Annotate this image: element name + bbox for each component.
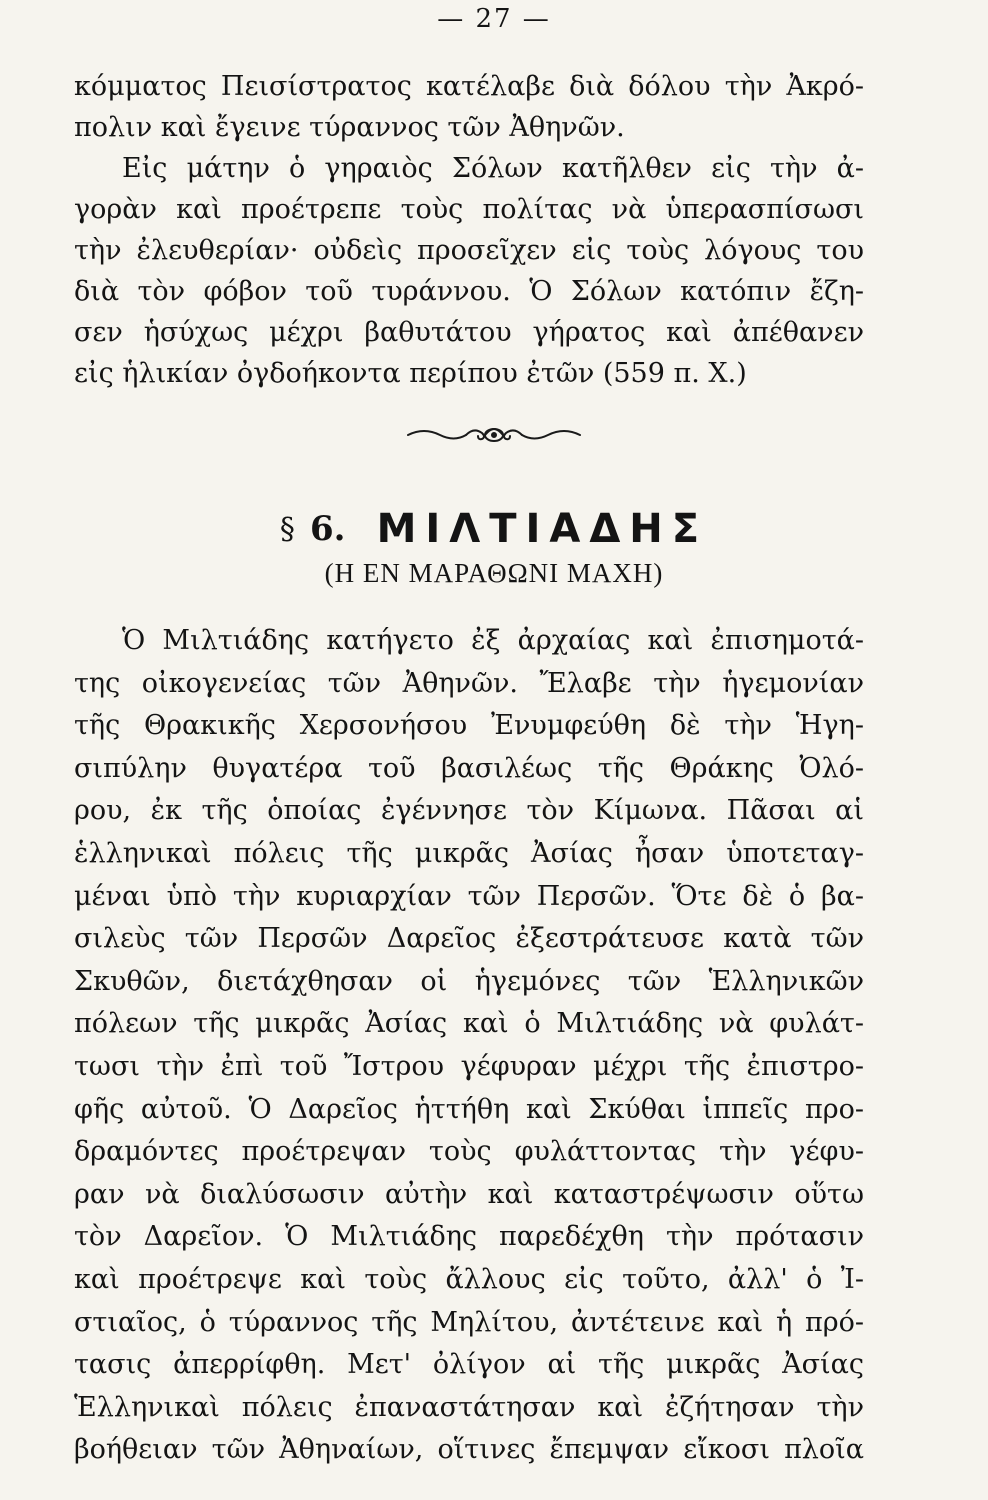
- text-line: Σκυθῶν, διετάχθησαν οἱ ἡγεμόνες τῶν Ἑλληνικῶν: [74, 965, 864, 997]
- section-heading: [0, 506, 988, 552]
- text-line: της οἰκογενείας τῶν Ἀθηνῶν. Ἔλαβε τὴν ἡγεμονίαν: [74, 667, 864, 699]
- text-line: βοήθειαν τῶν Ἀθηναίων, οἵτινες ἔπεμψαν εἴκοσι πλοῖα: [74, 1434, 864, 1466]
- text-line: γορὰν καὶ προέτρεπε τοὺς πολίτας νὰ ὑπερασπίσωσι: [74, 194, 864, 225]
- text-line: ραν νὰ διαλύσωσιν αὐτὴν καὶ καταστρέψωσιν οὕτω: [74, 1178, 864, 1210]
- text-line: σιλεὺς τῶν Περσῶν Δαρεῖος ἐξεστράτευσε κατὰ τῶν: [74, 923, 864, 955]
- paragraph-miltiades: [74, 620, 864, 1472]
- text-line: καὶ προέτρεψε καὶ τοὺς ἄλλους εἰς τοῦτο, ἀλλ' ὁ Ἰ-: [74, 1263, 864, 1295]
- text-line: τὸν Δαρεῖον. Ὁ Μιλτιάδης παρεδέχθη τὴν πρότασιν: [74, 1221, 864, 1253]
- text-line: δραμόντες προέτρεψαν τοὺς φυλάττοντας τὴν γέφυ-: [74, 1136, 864, 1168]
- section-subtitle: (Η ΕΝ ΜΑΡΑΘΩΝΙ ΜΑΧΗ): [324, 558, 664, 588]
- ornament-divider: [0, 424, 988, 450]
- text-line: στιαῖος, ὁ τύραννος τῆς Μηλίτου, ἀντέτεινε καὶ ἡ πρό-: [74, 1306, 864, 1338]
- text-line: Ὁ Μιλτιάδης κατήγετο ἐξ ἀρχαίας καὶ ἐπισημοτά-: [122, 625, 864, 656]
- text-line: διὰ τὸν φόβον τοῦ τυράννου. Ὁ Σόλων κατόπιν ἔζη-: [74, 276, 864, 307]
- flourish-ornament-icon: [404, 424, 584, 446]
- text-line: τωσι τὴν ἐπὶ τοῦ Ἴστρου γέφυραν μέχρι τῆς ἐπιστρο-: [74, 1050, 864, 1082]
- section-title: ΜΙΛΤΙΑΔΗΣ: [376, 506, 709, 552]
- text-line: εἰς ἡλικίαν ὀγδοήκοντα περίπου ἐτῶν (559 π. Χ.): [74, 358, 747, 389]
- section-mark: §: [279, 511, 295, 547]
- text-line: φῆς αὐτοῦ. Ὁ Δαρεῖος ἡττήθη καὶ Σκύθαι ἱππεῖς προ-: [74, 1093, 864, 1125]
- text-line: σιπύλην θυγατέρα τοῦ βασιλέως τῆς Θράκης Ὀλό-: [74, 752, 864, 784]
- text-line: σεν ἡσύχως μέχρι βαθυτάτου γήρατος καὶ ἀπέθανεν: [74, 317, 864, 348]
- section-number: 6.: [309, 509, 346, 549]
- text-line: μέναι ὑπὸ τὴν κυριαρχίαν τῶν Περσῶν. Ὅτε δὲ ὁ βα-: [74, 880, 864, 912]
- page-number: — 27 —: [437, 4, 551, 34]
- text-line: Ἑλληνικαὶ πόλεις ἐπαναστάτησαν καὶ ἐζήτησαν τὴν: [74, 1391, 864, 1423]
- text-line: Εἰς μάτην ὁ γηραιὸς Σόλων κατῆλθεν εἰς τὴν ἀ-: [122, 153, 864, 184]
- text-line: τῆς Θρακικῆς Χερσονήσου Ἐνυμφεύθη δὲ τὴν Ἡγη-: [74, 710, 864, 742]
- text-line: τὴν ἐλευθερίαν· οὐδεὶς προσεῖχεν εἰς τοὺς λόγους του: [74, 235, 864, 266]
- text-line: ἑλληνικαὶ πόλεις τῆς μικρᾶς Ἀσίας ἦσαν ὑποτεταγ-: [74, 837, 864, 869]
- text-line: κόμματος Πεισίστρατος κατέλαβε διὰ δόλου τὴν Ἀκρό-: [74, 71, 864, 102]
- text-line: πόλεων τῆς μικρᾶς Ἀσίας καὶ ὁ Μιλτιάδης νὰ φυλάτ-: [74, 1008, 864, 1040]
- paragraph-solon: [74, 66, 864, 394]
- text-line: ρου, ἐκ τῆς ὁποίας ἐγέννησε τὸν Κίμωνα. Πᾶσαι αἱ: [74, 795, 864, 827]
- text-line: τασις ἀπερρίφθη. Μετ' ὀλίγον αἱ τῆς μικρᾶς Ἀσίας: [74, 1349, 864, 1381]
- text-line: πολιν καὶ ἔγεινε τύραννος τῶν Ἀθηνῶν.: [74, 112, 625, 143]
